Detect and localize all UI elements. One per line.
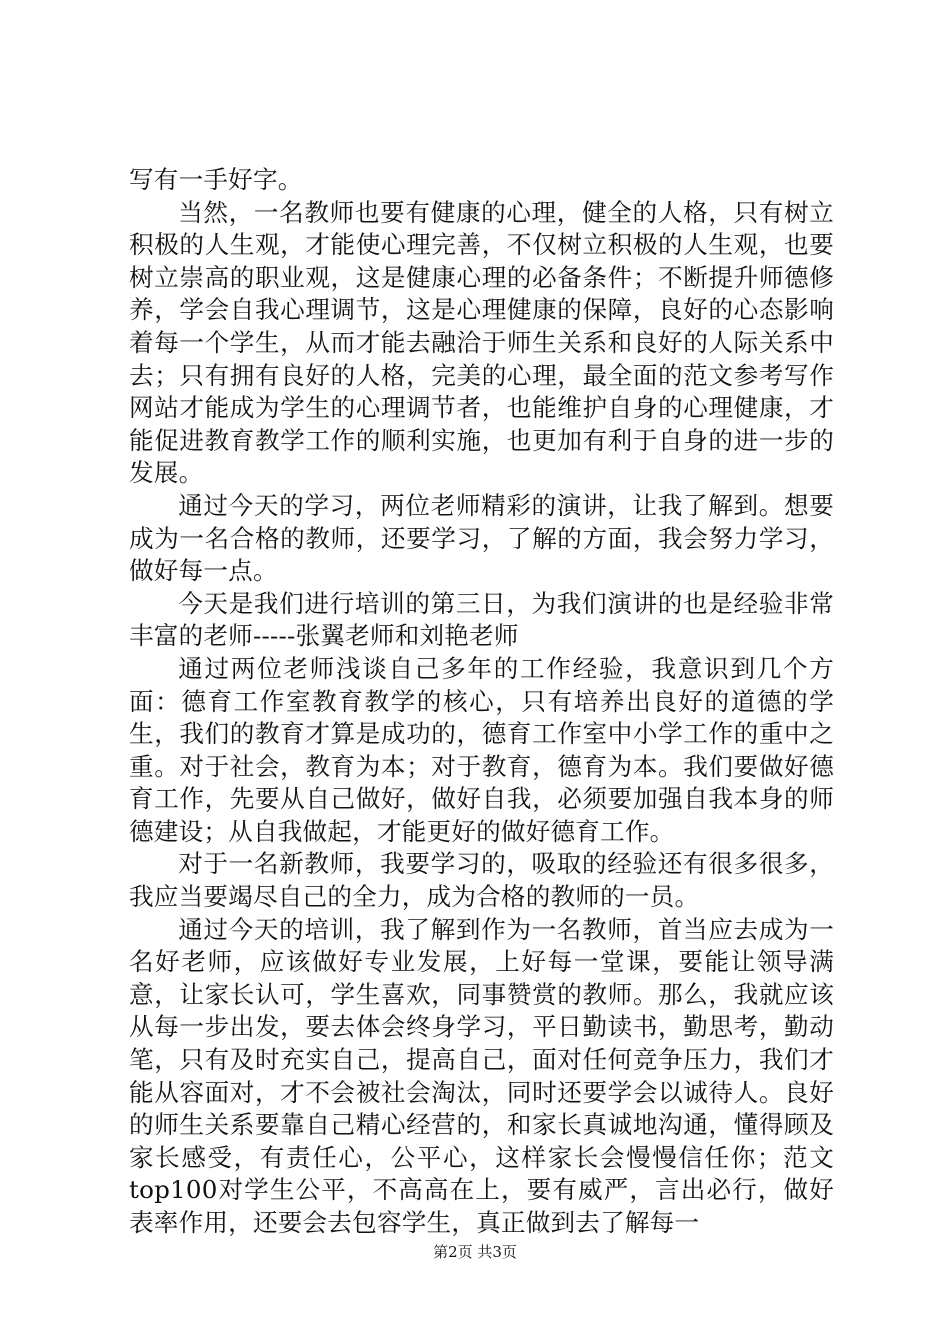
- document-body: [129, 164, 834, 1240]
- paragraph-3: 通过今天的学习，两位老师精彩的演讲，让我了解到。想要成为一名合格的教师，还要学习，了解的方面，我会努力学习，做好每一点。: [129, 490, 834, 586]
- paragraph-6: 对于一名新教师，我要学习的，吸取的经验还有很多很多，我应当要竭尽自己的全力，成为合格的教师的一员。: [129, 849, 834, 912]
- paragraph-4: 今天是我们进行培训的第三日，为我们演讲的也是经验非常丰富的老师-----张翼老师和刘艳老师: [129, 588, 834, 651]
- page-number-footer: 第2页 共3页: [433, 1243, 517, 1261]
- paragraph-2: 当然，一名教师也要有健康的心理，健全的人格，只有树立积极的人生观，才能使心理完善，不仅树立积极的人生观，也要树立崇高的职业观，这是健康心理的必备条件；不断提升师德修养，学会自我心理调节，这是心理健康的保障，良好的心态影响着每一个学生，从而才能去融洽于师生关系和良好的人际关系中去；只有拥有良好的人格，完美的心理，最全面的范文参考写作网站才能成为学生的心理调节者，也能维护自身的心理健康，才能促进教育教学工作的顺利实施，也更加有利于自身的进一步的发展。: [129, 197, 834, 488]
- paragraph-5: 通过两位老师浅谈自己多年的工作经验，我意识到几个方面：德育工作室教育教学的核心，只有培养出良好的道德的学生，我们的教育才算是成功的，德育工作室中小学工作的重中之重。对于社会，教育为本；对于教育，德育为本。我们要做好德育工作，先要从自己做好，做好自我，必须要加强自我本身的师德建设；从自我做起，才能更好的做好德育工作。: [129, 653, 834, 846]
- paragraph-1: 写有一手好字。: [129, 165, 303, 194]
- paragraph-7: 通过今天的培训，我了解到作为一名教师，首当应去成为一名好老师，应该做好专业发展，上好每一堂课，要能让领导满意，让家长认可，学生喜欢，同事赞赏的教师。那么，我就应该从每一步出发，要去体会终身学习，平日勤读书，勤思考，勤动笔，只有及时充实自己，提高自己，面对任何竞争压力，我们才能从容面对，才不会被社会淘汰，同时还要学会以诚待人。良好的师生关系要靠自己精心经营的，和家长真诚地沟通，懂得顾及家长感受，有责任心，公平心，这样家长会慢慢信任你；范文top100对学生公平，不高高在上，要有威严，言出必行，做好表率作用，还要会去包容学生，真正做到去了解每一: [129, 914, 834, 1237]
